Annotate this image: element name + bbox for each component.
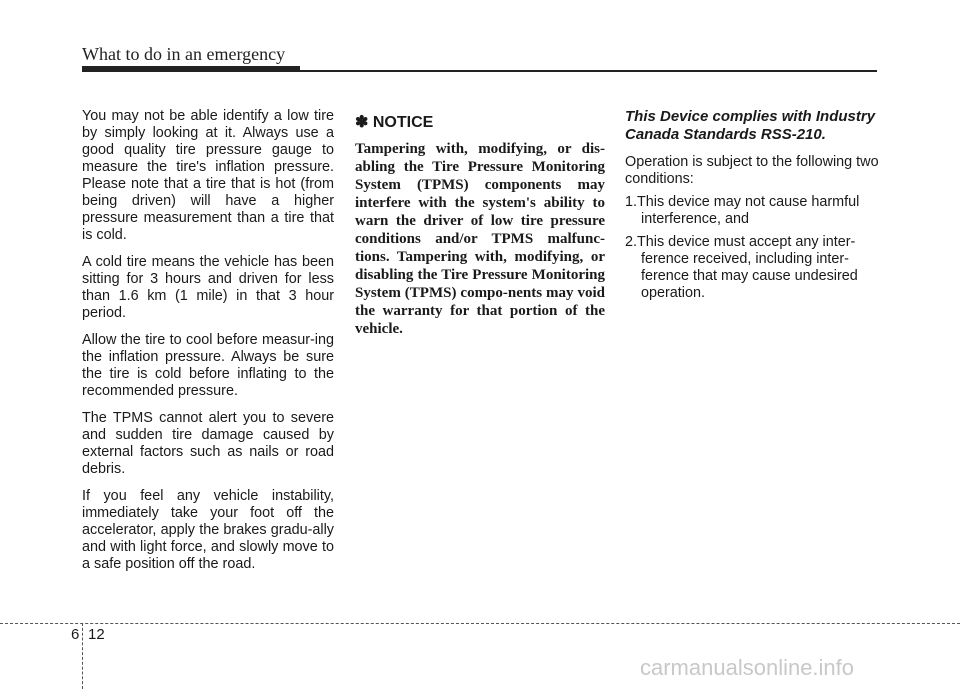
- paragraph: If you feel any vehicle instability, immediately take your foot off the accelerator, apply the brakes gradu-ally and with light force, and slowly move to a safe position off the road.: [82, 488, 334, 572]
- notice-heading: ✽ NOTICE: [355, 114, 434, 131]
- notice-box: [355, 108, 605, 338]
- watermark: carmanualsonline.info: [640, 655, 855, 680]
- footer-divider: [82, 623, 83, 689]
- notice-body: Tampering with, modifying, or dis-abling the Tire Pressure Monitoring System (TPMS) components may interfere with the system's ability to warn the driver of low tire pressure conditions and/or TPMS malfunc-tions. Tampering with, modifying, or disabling the Tire Pressure Monitoring System (TPMS) compo-nents may void the warranty for that portion of the vehicle.: [355, 141, 605, 337]
- chapter-number: 6: [71, 626, 80, 643]
- footer-rule: [0, 623, 960, 624]
- header-rule-accent: [82, 66, 300, 72]
- list-item: 2.This device must accept any inter-ference received, including inter-ference that may cause undesired operation.: [625, 234, 858, 301]
- compliance-intro: Operation is subject to the following two conditions:: [625, 154, 879, 187]
- compliance-heading: This Device complies with Industry Canada Standards RSS-210.: [625, 108, 876, 143]
- list-item: 1.This device may not cause harmful interference, and: [625, 194, 860, 227]
- paragraph: Allow the tire to cool before measur-ing the inflation pressure. Always be sure the tire is cold before inflating to the recommended pressure.: [82, 332, 334, 399]
- paragraph: You may not be able identify a low tire by simply looking at it. Always use a good quality tire pressure gauge to measure the tire's inflation pressure. Please note that a tire that is hot (from being driven) will have a higher pressure measurement than a tire that is cold.: [82, 108, 334, 243]
- column-compliance: [625, 108, 879, 308]
- section-title: What to do in an emergency: [82, 44, 286, 64]
- paragraph: A cold tire means the vehicle has been sitting for 3 hours and driven for less than 1.6 km (1 mile) in that 3 hour period.: [82, 254, 334, 321]
- conditions-list: [625, 194, 879, 302]
- paragraph: The TPMS cannot alert you to severe and sudden tire damage caused by external factors such as nails or road debris.: [82, 410, 334, 477]
- page-number: 12: [88, 626, 105, 643]
- column-tire-pressure: [82, 108, 334, 583]
